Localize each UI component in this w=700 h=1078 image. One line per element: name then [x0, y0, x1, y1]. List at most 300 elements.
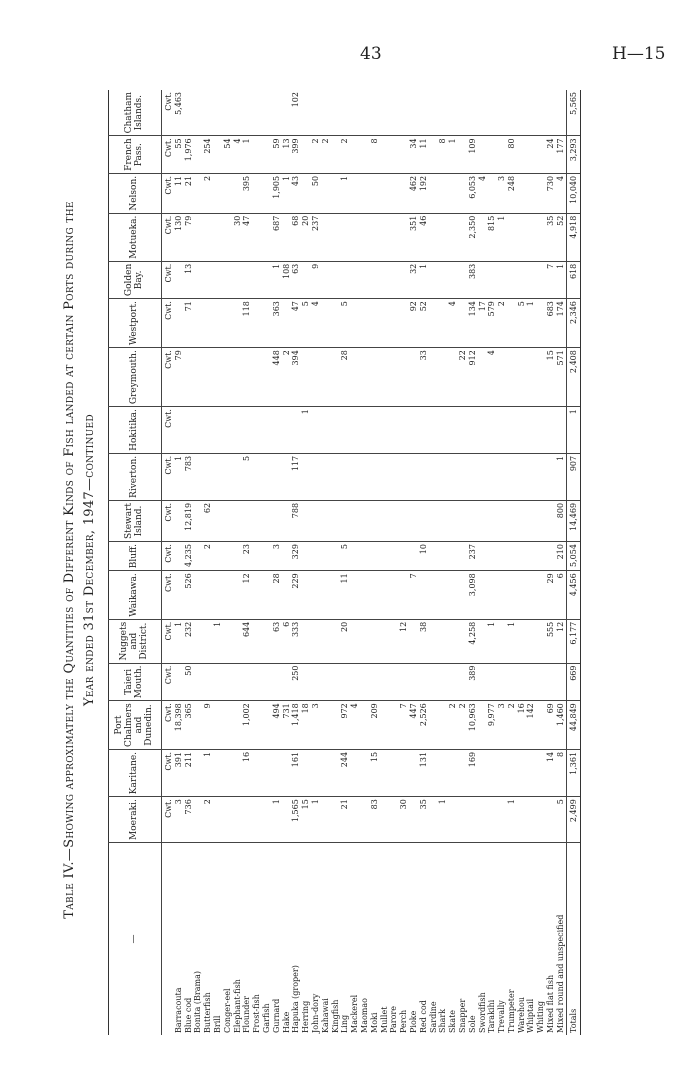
- row-label: [193, 843, 203, 1035]
- value-cell: [360, 571, 370, 619]
- value-cell: [252, 348, 262, 407]
- value-cell: [252, 173, 262, 213]
- value-cell: [536, 348, 546, 407]
- value-cell: 2: [203, 797, 213, 843]
- row-label-text: Shark: [438, 1008, 448, 1033]
- value-cell: [409, 348, 419, 407]
- value-cell: [487, 453, 497, 500]
- value-cell: [223, 261, 233, 298]
- value-cell: 20: [301, 213, 311, 261]
- value-cell: [429, 571, 439, 619]
- value-cell: 395: [242, 173, 252, 213]
- value-cell: 912: [468, 348, 478, 407]
- value-cell: [380, 261, 390, 298]
- value-cell: [301, 136, 311, 174]
- value-cell: [380, 90, 390, 136]
- value-cell: [203, 261, 213, 298]
- value-cell: 15: [546, 348, 556, 407]
- value-cell: [497, 619, 507, 663]
- table-row: [526, 90, 536, 1035]
- value-cell: 5: [242, 453, 252, 500]
- value-cell: [223, 90, 233, 136]
- value-cell: [409, 619, 419, 663]
- value-cell: 1: [507, 619, 517, 663]
- value-cell: [242, 407, 252, 454]
- value-cell: [223, 407, 233, 454]
- unit-cell: Cwt.: [162, 571, 174, 619]
- value-cell: [507, 261, 517, 298]
- value-cell: [193, 453, 203, 500]
- value-cell: 2: [497, 299, 507, 348]
- value-cell: [252, 500, 262, 541]
- value-cell: [448, 797, 458, 843]
- row-label-text: Warehou: [516, 997, 526, 1033]
- value-cell: 618: [566, 261, 581, 298]
- value-cell: 4,235: [184, 542, 194, 571]
- value-cell: [331, 571, 341, 619]
- value-cell: [478, 797, 488, 843]
- value-cell: [233, 261, 243, 298]
- value-cell: [262, 797, 272, 843]
- value-cell: [458, 136, 468, 174]
- value-cell: 3: [311, 701, 321, 750]
- value-cell: 15: [370, 749, 380, 796]
- value-cell: [399, 663, 409, 701]
- value-cell: 736: [184, 797, 194, 843]
- row-label: [213, 843, 223, 1035]
- value-cell: [350, 453, 360, 500]
- row-label: [507, 843, 517, 1035]
- row-label-text: Skate: [448, 1009, 458, 1033]
- value-cell: [526, 663, 536, 701]
- value-cell: 44,849: [566, 701, 581, 750]
- value-cell: [282, 500, 292, 541]
- page-reference: H—15: [612, 44, 666, 64]
- value-cell: [242, 797, 252, 843]
- row-label: [448, 843, 458, 1035]
- value-cell: 30: [399, 797, 409, 843]
- column-header: Stewart Island.: [109, 500, 162, 541]
- table-row: [370, 90, 380, 1035]
- value-cell: [517, 173, 527, 213]
- value-cell: [252, 619, 262, 663]
- row-label-text: Whiting: [536, 1001, 546, 1033]
- value-cell: [438, 500, 448, 541]
- row-label: [174, 843, 184, 1035]
- table-row: [252, 90, 262, 1035]
- value-cell: 142: [526, 701, 536, 750]
- value-cell: 2: [321, 136, 331, 174]
- value-cell: [213, 500, 223, 541]
- value-cell: [409, 542, 419, 571]
- value-cell: [223, 701, 233, 750]
- value-cell: 248: [507, 173, 517, 213]
- value-cell: [233, 797, 243, 843]
- value-cell: [409, 407, 419, 454]
- column-header: Motueka.: [109, 213, 162, 261]
- value-cell: [526, 619, 536, 663]
- value-cell: [517, 797, 527, 843]
- value-cell: [517, 261, 527, 298]
- row-label-text: Elephant-fish: [232, 979, 242, 1033]
- value-cell: [193, 407, 203, 454]
- value-cell: 102: [291, 92, 301, 108]
- value-cell: 1: [242, 136, 252, 174]
- value-cell: [282, 663, 292, 701]
- value-cell: 117: [291, 453, 301, 500]
- value-cell: 3: [272, 542, 282, 571]
- value-cell: [526, 797, 536, 843]
- label-column-header: —: [109, 843, 162, 1035]
- value-cell: 391: [174, 749, 184, 796]
- value-cell: [262, 173, 272, 213]
- row-label-text: Maomao: [359, 998, 369, 1033]
- value-cell: [438, 213, 448, 261]
- value-cell: [517, 500, 527, 541]
- value-cell: [546, 663, 556, 701]
- value-cell: [536, 213, 546, 261]
- value-cell: [321, 571, 331, 619]
- row-label: [331, 843, 341, 1035]
- value-cell: [193, 261, 203, 298]
- totals-row: [566, 90, 581, 1035]
- value-cell: [331, 542, 341, 571]
- value-cell: [331, 701, 341, 750]
- value-cell: 13: [184, 261, 194, 298]
- value-cell: [213, 348, 223, 407]
- value-cell: 6,177: [566, 619, 581, 663]
- value-cell: [203, 663, 213, 701]
- value-cell: [380, 348, 390, 407]
- value-cell: 177: [556, 136, 566, 174]
- row-label: [487, 843, 497, 1035]
- value-cell: [360, 90, 370, 136]
- value-cell: [262, 453, 272, 500]
- value-cell: [252, 797, 262, 843]
- value-cell: [350, 407, 360, 454]
- value-cell: 16: [517, 701, 527, 750]
- value-cell: 788: [291, 500, 301, 541]
- value-cell: [213, 299, 223, 348]
- row-label: [272, 843, 282, 1035]
- value-cell: [301, 348, 311, 407]
- value-cell: [517, 90, 527, 136]
- table-row: [419, 90, 429, 1035]
- row-label-text: Butterfish: [203, 992, 213, 1033]
- value-cell: [507, 571, 517, 619]
- row-label-text: Barracouta: [173, 987, 183, 1033]
- value-cell: [174, 500, 184, 541]
- value-cell: 254: [203, 136, 213, 174]
- value-cell: [536, 173, 546, 213]
- value-cell: 22: [458, 348, 468, 407]
- row-label-text: Sole: [467, 1015, 477, 1033]
- table-row: [399, 90, 409, 1035]
- value-cell: [350, 571, 360, 619]
- value-cell: [262, 619, 272, 663]
- value-cell: [370, 213, 380, 261]
- value-cell: [399, 542, 409, 571]
- value-cell: [262, 261, 272, 298]
- value-cell: [331, 749, 341, 796]
- value-cell: [223, 299, 233, 348]
- column-header: Karitane.: [109, 749, 162, 796]
- row-label: [517, 843, 527, 1035]
- value-cell: [448, 542, 458, 571]
- value-cell: [536, 136, 546, 174]
- value-cell: [213, 453, 223, 500]
- value-cell: [213, 797, 223, 843]
- value-cell: 68: [291, 213, 301, 261]
- value-cell: 5: [340, 542, 350, 571]
- value-cell: [223, 571, 233, 619]
- value-cell: [203, 453, 213, 500]
- value-cell: [370, 299, 380, 348]
- value-cell: [478, 500, 488, 541]
- unit-cell: Cwt.: [162, 453, 174, 500]
- value-cell: 5,565: [566, 90, 581, 136]
- value-cell: [282, 299, 292, 348]
- value-cell: [213, 261, 223, 298]
- column-header: Bluff.: [109, 542, 162, 571]
- value-cell: 394: [291, 348, 301, 407]
- unit-cell: Cwt.: [164, 92, 173, 111]
- value-cell: [399, 173, 409, 213]
- value-cell: [478, 749, 488, 796]
- value-cell: [242, 663, 252, 701]
- value-cell: 329: [291, 542, 301, 571]
- table-row: [536, 90, 546, 1035]
- value-cell: 52: [419, 299, 429, 348]
- value-cell: 8: [370, 136, 380, 174]
- value-cell: [380, 701, 390, 750]
- row-label-text: Ling: [340, 1014, 350, 1033]
- value-cell: [360, 173, 370, 213]
- value-cell: [311, 749, 321, 796]
- value-cell: [546, 797, 556, 843]
- row-label: [223, 843, 233, 1035]
- value-cell: [233, 619, 243, 663]
- value-cell: [370, 348, 380, 407]
- value-cell: [262, 500, 272, 541]
- row-label-text: Tarakihi: [487, 999, 497, 1033]
- value-cell: [536, 453, 546, 500]
- value-cell: [233, 173, 243, 213]
- column-header: French Pass.: [109, 136, 162, 174]
- value-cell: 12,819: [184, 500, 194, 541]
- value-cell: [331, 136, 341, 174]
- value-cell: 571: [556, 348, 566, 407]
- value-cell: [438, 749, 448, 796]
- value-cell: 7: [409, 571, 419, 619]
- value-cell: [311, 619, 321, 663]
- table-title-line-2: Year ended 31st December, 1947—continued: [82, 414, 97, 706]
- unit-cell: Cwt.: [162, 407, 174, 454]
- value-cell: [419, 571, 429, 619]
- value-cell: [174, 571, 184, 619]
- value-cell: [193, 542, 203, 571]
- value-cell: [350, 213, 360, 261]
- value-cell: [252, 663, 262, 701]
- value-cell: [429, 619, 439, 663]
- value-cell: [233, 542, 243, 571]
- value-cell: 109: [468, 136, 478, 174]
- value-cell: [350, 90, 360, 136]
- value-cell: [389, 261, 399, 298]
- row-label-text: John-dory: [310, 993, 320, 1033]
- table-row: [321, 90, 331, 1035]
- row-label-text: Sardine: [428, 1001, 438, 1033]
- value-cell: [223, 348, 233, 407]
- value-cell: [272, 407, 282, 454]
- value-cell: [468, 797, 478, 843]
- value-cell: 2,408: [566, 348, 581, 407]
- value-cell: 365: [184, 701, 194, 750]
- value-cell: 244: [340, 749, 350, 796]
- row-label-text: Parore: [389, 1006, 399, 1033]
- value-cell: 669: [566, 663, 581, 701]
- value-cell: [429, 173, 439, 213]
- value-cell: [497, 663, 507, 701]
- value-cell: [546, 542, 556, 571]
- value-cell: [556, 407, 566, 454]
- value-cell: 12: [556, 619, 566, 663]
- value-cell: 80: [507, 136, 517, 174]
- value-cell: 21: [340, 797, 350, 843]
- value-cell: [203, 299, 213, 348]
- value-cell: 209: [370, 701, 380, 750]
- value-cell: [331, 90, 341, 136]
- table-title: [60, 80, 104, 1040]
- value-cell: 6,053: [468, 173, 478, 213]
- value-cell: [438, 90, 448, 136]
- value-cell: [526, 261, 536, 298]
- value-cell: [370, 407, 380, 454]
- value-cell: [429, 261, 439, 298]
- value-cell: [213, 663, 223, 701]
- value-cell: [262, 136, 272, 174]
- value-cell: [448, 173, 458, 213]
- value-cell: 1,976: [184, 136, 194, 174]
- value-cell: [262, 749, 272, 796]
- value-cell: [193, 348, 203, 407]
- value-cell: 43: [291, 173, 301, 213]
- unit-cell: Cwt.: [162, 701, 174, 750]
- value-cell: [399, 213, 409, 261]
- value-cell: [536, 701, 546, 750]
- column-header: Moeraki.: [109, 797, 162, 843]
- row-label-text: Brill: [212, 1015, 222, 1033]
- value-cell: 6: [282, 619, 292, 663]
- value-cell: [282, 749, 292, 796]
- value-cell: [311, 453, 321, 500]
- value-cell: 35: [419, 797, 429, 843]
- value-cell: 783: [184, 453, 194, 500]
- value-cell: [203, 213, 213, 261]
- unit-cell: Cwt.: [162, 213, 174, 261]
- value-cell: [478, 663, 488, 701]
- value-cell: [213, 571, 223, 619]
- value-cell: [360, 749, 370, 796]
- value-cell: [242, 348, 252, 407]
- value-cell: [223, 453, 233, 500]
- table-row: [184, 90, 194, 1035]
- value-cell: [429, 500, 439, 541]
- value-cell: 1: [487, 619, 497, 663]
- value-cell: [321, 261, 331, 298]
- table-row: [360, 90, 370, 1035]
- rotated-table-sheet: [60, 80, 580, 1040]
- value-cell: [448, 407, 458, 454]
- value-cell: [360, 453, 370, 500]
- value-cell: [321, 663, 331, 701]
- value-cell: [458, 749, 468, 796]
- value-cell: 237: [468, 542, 478, 571]
- value-cell: [360, 136, 370, 174]
- value-cell: [458, 619, 468, 663]
- value-cell: [536, 299, 546, 348]
- value-cell: [478, 453, 488, 500]
- value-cell: [252, 571, 262, 619]
- value-cell: 21: [184, 173, 194, 213]
- table-row: [487, 90, 497, 1035]
- column-header: Chatham Islands.: [109, 90, 162, 136]
- value-cell: [193, 299, 203, 348]
- value-cell: [458, 542, 468, 571]
- value-cell: [301, 453, 311, 500]
- row-label-text: Gurnard: [271, 998, 281, 1033]
- value-cell: [350, 663, 360, 701]
- value-cell: 1: [282, 173, 292, 213]
- value-cell: [350, 797, 360, 843]
- value-cell: [497, 500, 507, 541]
- value-cell: [546, 407, 556, 454]
- row-label: [360, 843, 370, 1035]
- value-cell: 52: [556, 213, 566, 261]
- value-cell: 250: [291, 663, 301, 701]
- value-cell: [360, 619, 370, 663]
- value-cell: [399, 299, 409, 348]
- table-row: [272, 90, 282, 1035]
- value-cell: [438, 701, 448, 750]
- table-title-line-1: Table IV.—Showing approximately the Quantities of Different Kinds of Fish landed at certain Ports during the: [62, 201, 77, 919]
- row-label: [291, 843, 301, 1035]
- value-cell: [223, 749, 233, 796]
- value-cell: 815: [487, 213, 497, 261]
- column-header: Nelson.: [109, 173, 162, 213]
- value-cell: [321, 542, 331, 571]
- value-cell: [340, 663, 350, 701]
- value-cell: [497, 571, 507, 619]
- value-cell: 174: [556, 299, 566, 348]
- value-cell: [517, 136, 527, 174]
- value-cell: [389, 619, 399, 663]
- value-cell: [223, 213, 233, 261]
- value-cell: [448, 571, 458, 619]
- value-cell: [340, 407, 350, 454]
- value-cell: [438, 571, 448, 619]
- value-cell: 731: [282, 701, 292, 750]
- value-cell: [370, 663, 380, 701]
- value-cell: [242, 500, 252, 541]
- column-header: Port Chalmers and Dunedin.: [109, 701, 162, 750]
- value-cell: 5: [517, 299, 527, 348]
- value-cell: [458, 407, 468, 454]
- value-cell: [497, 749, 507, 796]
- table-row: [233, 90, 243, 1035]
- value-cell: [458, 453, 468, 500]
- table-row: [429, 90, 439, 1035]
